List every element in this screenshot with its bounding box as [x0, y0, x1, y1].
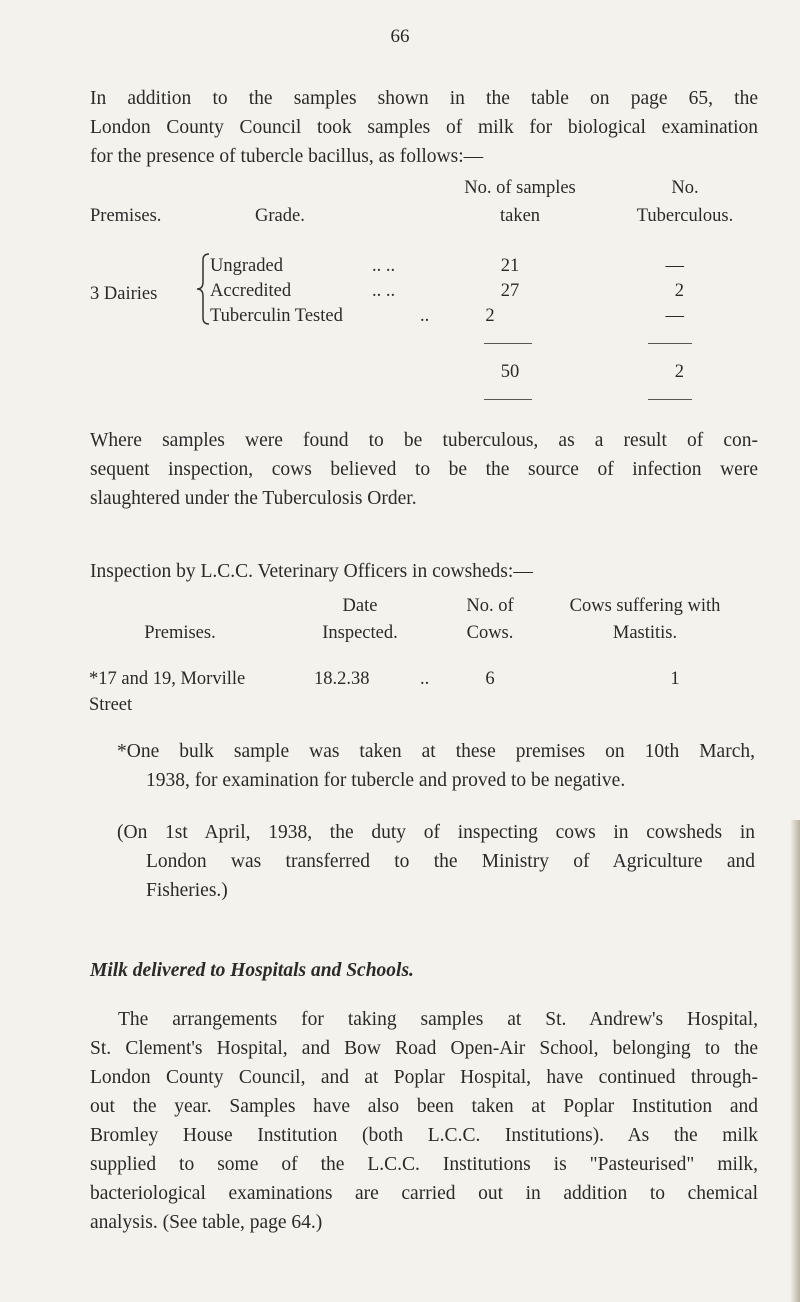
note-line: London was transferred to the Ministry of Agriculture and	[146, 851, 755, 872]
header-samples-line2: taken	[499, 206, 541, 226]
note-line: (On 1st April, 1938, the duty of inspecting cows in cowsheds in	[117, 822, 755, 843]
header-tuberculous-line2: Tuberculous.	[636, 206, 734, 226]
body-line: St. Clement's Hospital, and Bow Road Open-Air School, belonging to the	[90, 1038, 758, 1059]
header-mastitis-line1: Cows suffering with	[569, 596, 721, 616]
grade-cell: Tuberculin Tested	[210, 306, 343, 326]
leader-dots: ..	[420, 306, 430, 326]
premises-cell-continued: Street	[89, 695, 133, 715]
leader-dots: ..	[420, 669, 430, 689]
samples-cell: 2	[485, 306, 495, 326]
header-premises: Premises.	[90, 206, 162, 226]
intro-line: In addition to the samples shown in the table on page 65, the	[90, 88, 758, 109]
leader-dots: .. ..	[372, 256, 396, 276]
body-line: out the year. Samples have also been taken at Poplar Institution and	[90, 1096, 758, 1117]
grade-cell: Ungraded	[210, 256, 283, 276]
date-cell: 18.2.38	[314, 669, 370, 689]
body-line: Bromley House Institution (both L.C.C. Institutions). As the milk	[90, 1125, 758, 1146]
body-line: The arrangements for taking samples at St. Andrew's Hospital,	[118, 1009, 758, 1030]
grade-cell: Accredited	[210, 281, 292, 301]
tuberculous-cell: 2	[674, 281, 684, 301]
header-cows-line2: Cows.	[466, 623, 514, 643]
cows-cell: 6	[485, 669, 495, 689]
leader-dots: .. ..	[372, 281, 396, 301]
header-samples-line1: No. of samples	[464, 178, 576, 198]
header-premises: Premises.	[144, 623, 216, 643]
paragraph-line: Where samples were found to be tuberculous, as a result of con-	[90, 430, 758, 451]
inspection-intro: Inspection by L.C.C. Veterinary Officers in cowsheds:—	[90, 561, 533, 582]
total-rule	[648, 343, 692, 344]
total-samples: 50	[500, 362, 520, 382]
premises-dairies: 3 Dairies	[90, 284, 158, 304]
paragraph-line: slaughtered under the Tuberculosis Order.	[90, 488, 417, 509]
mastitis-cell: 1	[670, 669, 680, 689]
section-body	[90, 1005, 758, 1237]
header-date-line1: Date	[342, 596, 378, 616]
page-edge-shadow	[790, 820, 800, 1302]
body-line: supplied to some of the L.C.C. Institutions is "Pasteurised" milk,	[90, 1154, 758, 1175]
section-heading: Milk delivered to Hospitals and Schools.	[90, 960, 414, 981]
intro-paragraph	[90, 84, 758, 171]
page-number: 66	[390, 26, 410, 47]
premises-cell: *17 and 19, Morville	[89, 669, 246, 689]
total-rule	[484, 399, 532, 400]
samples-cell: 21	[500, 256, 520, 276]
intro-line: London County Council took samples of milk for biological examination	[90, 117, 758, 138]
body-line: analysis. (See table, page 64.)	[90, 1212, 323, 1233]
samples-cell: 27	[500, 281, 520, 301]
slaughter-paragraph	[90, 426, 758, 513]
body-line: London County Council, and at Poplar Hospital, have continued through-	[90, 1067, 758, 1088]
body-line: bacteriological examinations are carried out in addition to chemical	[90, 1183, 758, 1204]
header-date-line2: Inspected.	[322, 623, 398, 643]
total-tuberculous: 2	[674, 362, 684, 382]
intro-line: for the presence of tubercle bacillus, as follows:—	[90, 146, 484, 167]
header-grade: Grade.	[255, 206, 305, 226]
tuberculous-cell: —	[665, 256, 684, 276]
brace-icon	[195, 252, 211, 326]
total-rule	[648, 399, 692, 400]
total-rule	[484, 343, 532, 344]
header-cows-line1: No. of	[466, 596, 514, 616]
footnote-line: *One bulk sample was taken at these premises on 10th March,	[117, 741, 755, 762]
footnote-line: 1938, for examination for tubercle and proved to be negative.	[146, 770, 626, 791]
header-mastitis-line2: Mastitis.	[612, 623, 678, 643]
note-line: Fisheries.)	[146, 880, 228, 901]
tuberculous-cell: —	[665, 306, 684, 326]
paragraph-line: sequent inspection, cows believed to be the source of infection were	[90, 459, 758, 480]
header-tuberculous-line1: No.	[671, 178, 699, 198]
